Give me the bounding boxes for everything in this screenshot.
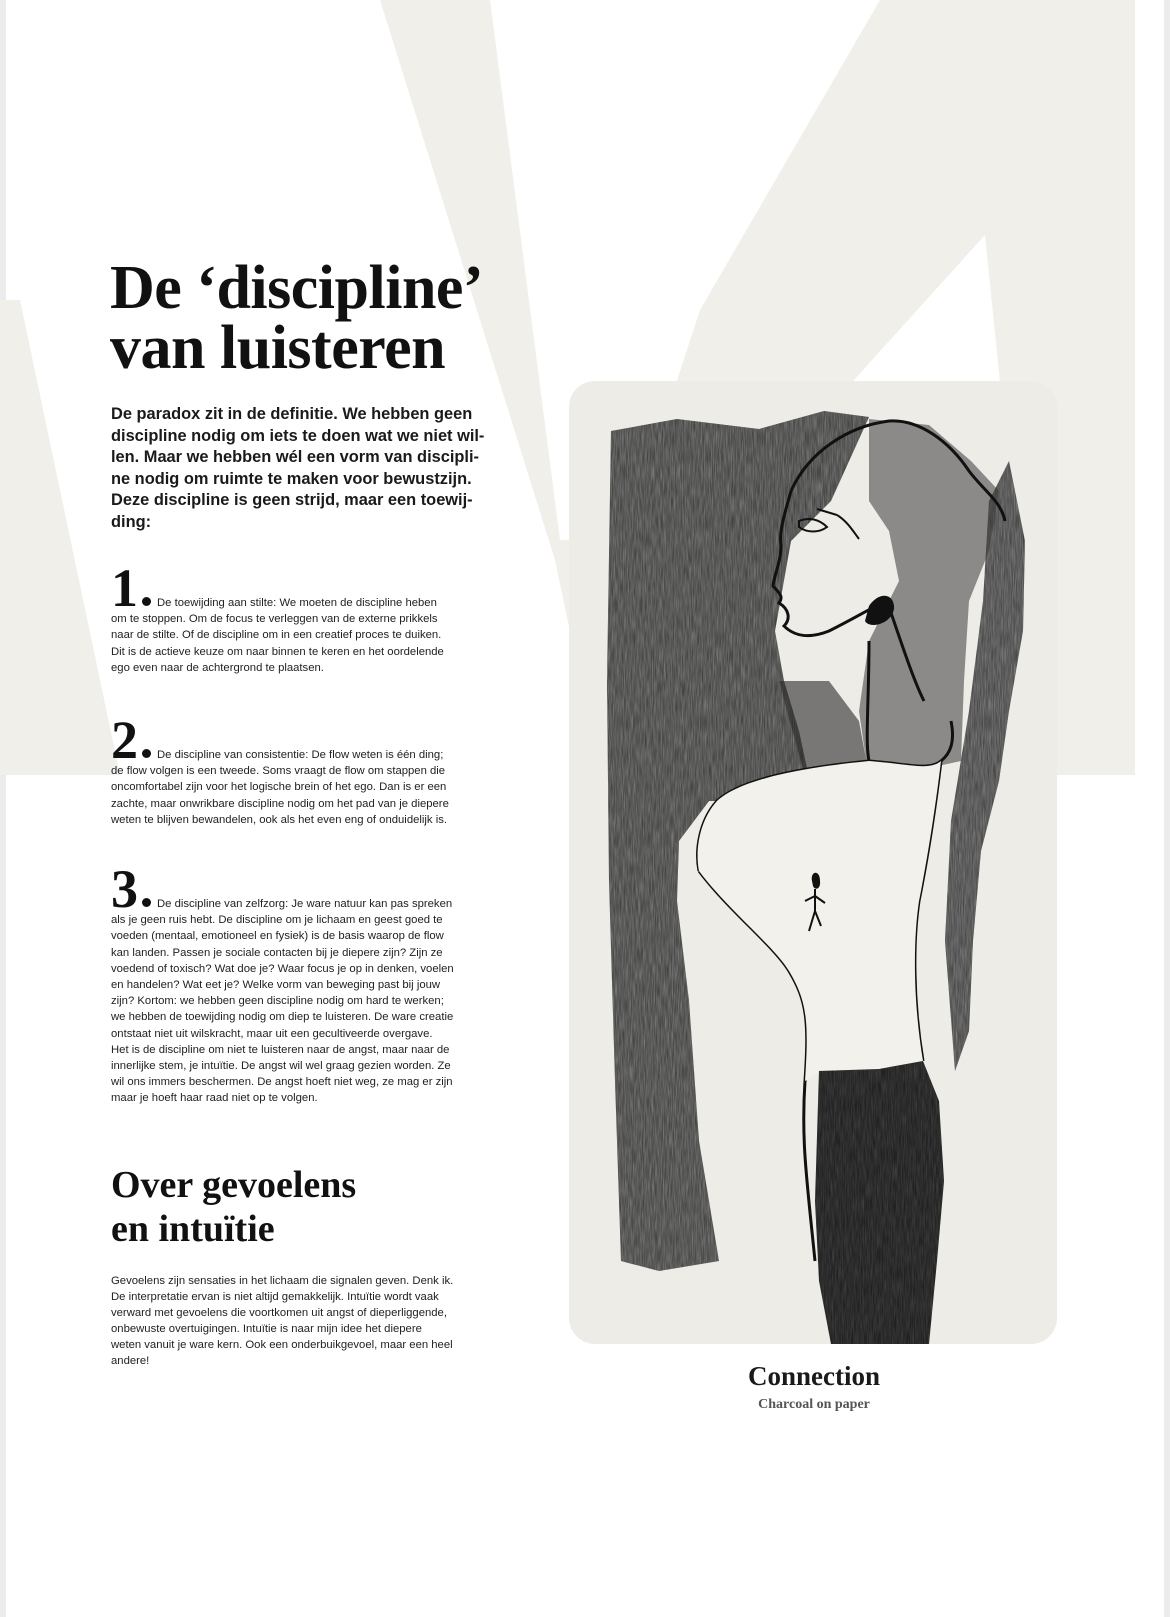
section-heading	[111, 1163, 511, 1251]
closing-line: onbewuste overtuigingen. Intuïtie is naar mijn idee het diepere	[111, 1323, 422, 1336]
point-first-line	[111, 710, 483, 770]
point-line: Het is de discipline om niet te luisteren naar de angst, maar naar de	[111, 1043, 450, 1056]
point-line: weten te blijven bewandelen, ook als het even eng of onduidelijk is.	[111, 813, 447, 826]
point-line: als je geen ruis hebt. De discipline om je lichaam en geest goed te	[111, 914, 443, 927]
point-first-line	[111, 558, 483, 618]
lead-line: ne nodig om ruimte te maken voor bewustzijn.	[111, 469, 472, 488]
point-number: 1	[111, 558, 138, 618]
artwork-medium: Charcoal on paper	[758, 1397, 870, 1412]
article-title	[110, 254, 630, 382]
point-line: we hebben de toewijding nodig om diep te luisteren. De ware creatie	[111, 1011, 454, 1024]
point-1	[111, 558, 483, 676]
point-line: en handelen? Wat eet je? Welke vorm van beweging past bij jouw	[111, 979, 441, 992]
closing-line: De interpretatie ervan is niet altijd gemakkelijk. Intuïtie wordt vaak	[111, 1291, 439, 1304]
point-line: De toewijding aan stilte: We moeten de discipline heben	[157, 597, 437, 609]
point-2	[111, 710, 483, 828]
point-line: ontstaat niet uit wilskracht, maar uit een gecultiveerde overgave.	[111, 1027, 433, 1040]
lead-line: len. Maar we hebben wél een vorm van discipli-	[111, 448, 479, 466]
point-line: ego even naar de achtergrond te plaatsen.	[111, 661, 324, 674]
point-line: om te stoppen. Om de focus te verleggen van de externe prikkels	[111, 613, 438, 626]
point-line: oncomfortabel zijn voor het logische brein of het ego. Dan is er een	[111, 781, 447, 794]
bullet-dot-icon	[142, 749, 151, 758]
point-line: voeden (mentaal, emotioneel en fysiek) is de basis waarop de flow	[111, 930, 444, 943]
artwork-image	[569, 381, 1057, 1344]
point-number: 3	[111, 859, 138, 919]
point-line: naar de stilte. Of de discipline om in een creatief proces te duiken.	[111, 629, 442, 642]
point-number: 2	[111, 710, 138, 770]
lead-line: discipline nodig om iets te doen wat we niet wil-	[111, 426, 485, 445]
charcoal-drawing	[569, 381, 1057, 1344]
point-line: zijn? Kortom: we hebben geen discipline nodig om hard te werken;	[111, 995, 444, 1008]
lead-line: ding:	[111, 512, 152, 531]
artwork-title: Connection	[747, 1361, 880, 1391]
point-3	[111, 859, 483, 1107]
point-line: voedend of toxisch? Wat doe je? Waar focus je op in denken, voelen	[111, 962, 454, 975]
point-line: kan landen. Passen je sociale contacten bij je diepere zijn? Zijn ze	[111, 946, 443, 959]
section-heading-line: en intuïtie	[111, 1208, 275, 1250]
point-line: maar je hoeft haar raad niet op te volgen.	[111, 1092, 318, 1105]
lead-line: Deze discipline is geen strijd, maar een toewij-	[111, 491, 473, 509]
article-title-line: van luisteren	[110, 314, 446, 382]
section-heading-line: Over gevoelens	[111, 1164, 357, 1206]
lead-paragraph	[111, 404, 491, 533]
bullet-dot-icon	[142, 898, 151, 907]
closing-line: Gevoelens zijn sensaties in het lichaam die signalen geven. Denk ik.	[111, 1275, 454, 1287]
closing-paragraph	[111, 1273, 491, 1370]
point-line: De discipline van zelfzorg: Je ware natuur kan pas spreken	[157, 898, 453, 910]
lead-line: De paradox zit in de definitie. We hebben geen	[111, 405, 473, 423]
point-line: de flow volgen is een tweede. Soms vraagt de flow om stappen die	[111, 765, 446, 778]
point-line: De discipline van consistentie: De flow weten is één ding;	[157, 749, 444, 761]
point-line: zachte, maar onwrikbare discipline nodig om het pad van je diepere	[111, 797, 449, 810]
closing-line: verward met gevoelens die voortkomen uit angst of dieperliggende,	[111, 1307, 447, 1320]
bullet-dot-icon	[142, 597, 151, 606]
point-line: Dit is de actieve keuze om naar binnen te keren en het oordelende	[111, 645, 444, 658]
closing-line: weten vanuit je ware kern. Ook een onderbuikgevoel, maar een heel	[111, 1339, 453, 1352]
point-line: wil ons immers beschermen. De angst hoeft niet weg, ze mag er zijn	[111, 1076, 453, 1089]
closing-line: andere!	[111, 1355, 150, 1368]
article-title-line: De ‘discipline’	[110, 254, 484, 322]
point-first-line	[111, 859, 483, 919]
point-line: innerlijke stem, je intuïtie. De angst wil wel graag gezien worden. Ze	[111, 1060, 451, 1073]
